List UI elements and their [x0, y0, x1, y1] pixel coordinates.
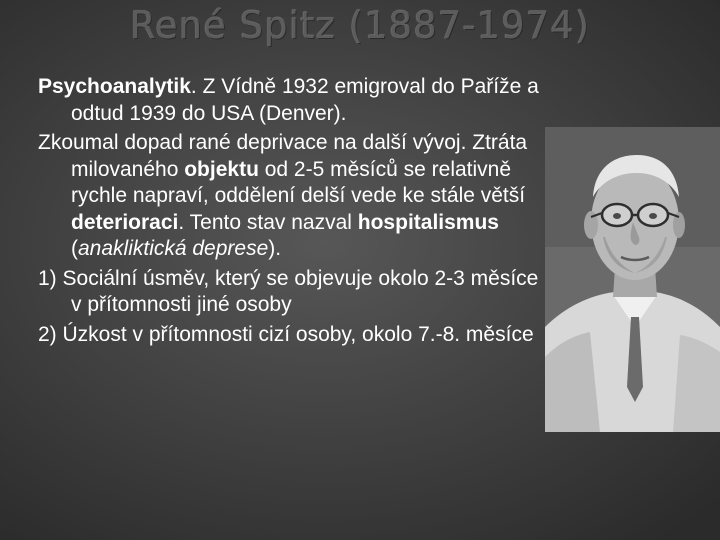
- list-item-stranger-anxiety: 2) Úzkost v přítomnosti cizí osoby, okolo 7.-8. měsíce: [38, 322, 534, 346]
- biography-text: . Z Vídně 1932 emigroval do Paříže a odtud 1939 do USA (Denver).: [71, 75, 539, 125]
- bold-term-deterioraci: deterioraci: [71, 210, 179, 234]
- bold-term-hospitalismus: hospitalismus: [357, 210, 499, 234]
- italic-term-anakliticka-deprese: anakliktická deprese: [78, 237, 269, 260]
- research-text-4: (: [71, 237, 78, 260]
- research-text-3: . Tento stav nazval: [178, 210, 358, 234]
- bold-term-psychoanalytik: Psychoanalytik: [38, 75, 191, 98]
- slide-body: [38, 74, 548, 351]
- slide-title: René Spitz (1887-1974): [129, 4, 591, 47]
- paragraph-research: [38, 130, 548, 263]
- research-text-5: ).: [268, 237, 282, 260]
- bold-term-objektu: objektu: [184, 157, 259, 181]
- portrait-photo: [545, 127, 720, 432]
- research-text-1: Zkoumal dopad rané deprivace na další vývoj. Ztráta milovaného: [38, 131, 528, 181]
- paragraph-biography: [38, 74, 548, 127]
- research-text-2: od 2-5 měsíců se relativně rychle napraví, oddělení delší vede ke stále větší: [71, 157, 526, 207]
- list-item-social-smile: 1) Sociální úsměv, který se objevuje okolo 2-3 měsíce v přítomnosti jiné osoby: [38, 266, 539, 316]
